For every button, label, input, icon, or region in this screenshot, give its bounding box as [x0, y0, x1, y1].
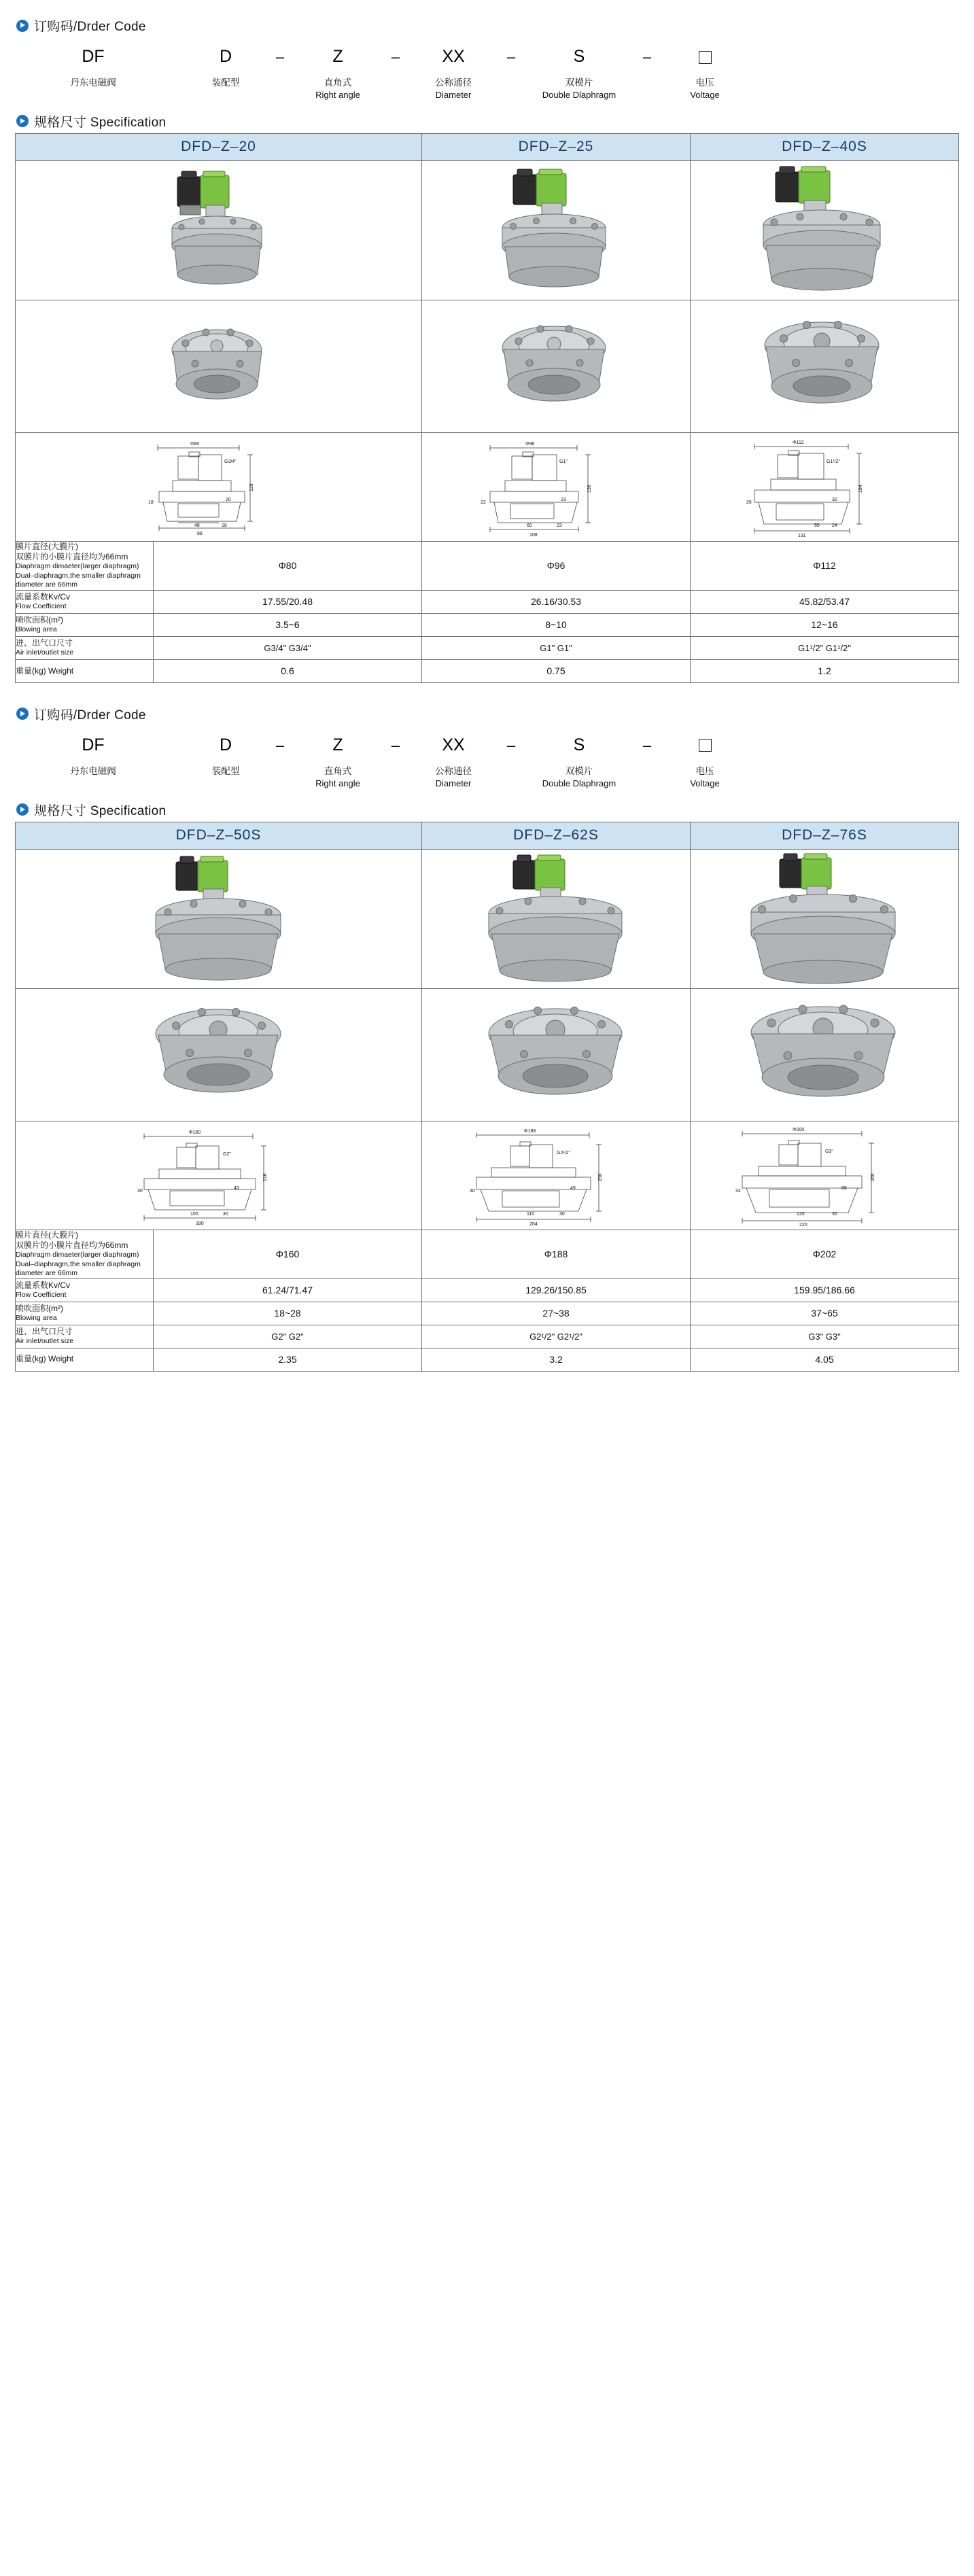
spec-value: Φ160	[154, 1230, 422, 1278]
model-header-row	[16, 822, 959, 849]
dim-side-label: 26	[746, 500, 752, 506]
order-cell-label-en: Voltage	[690, 778, 720, 789]
order-cell-diameter	[416, 46, 491, 101]
order-cell-code: XX	[442, 47, 465, 67]
order-cell-label-cn: 直角式	[324, 77, 352, 88]
order-cell-label-cn: 丹东电磁阀	[70, 765, 116, 776]
order-code-block-2	[15, 726, 959, 797]
label-cn: 流量系数Kv/Cv	[16, 1280, 71, 1290]
dim-port-label: G3/4"	[224, 459, 237, 465]
dimension-drawing-svg	[712, 1124, 937, 1226]
label-en: Blowing area	[16, 625, 57, 634]
label-en: Diaphragm dimaeter(larger diaphragm)	[16, 562, 139, 571]
order-cell-voltage	[667, 46, 742, 101]
dim-side-label: 30	[137, 1189, 143, 1194]
label-cn2: 双膜片的小膜片直径均为66mm	[16, 552, 128, 562]
play-triangle-icon	[16, 803, 29, 816]
drawing-row	[16, 432, 959, 541]
order-code-heading-2	[16, 705, 959, 723]
spec-value: G1¹/2" G1¹/2"	[691, 636, 959, 659]
valve-photo-front	[16, 160, 422, 300]
dimension-drawing	[691, 1121, 959, 1230]
order-cell-angle	[300, 734, 375, 790]
dim-width-inner-label: 110	[527, 1212, 535, 1217]
dim-height-label: 230	[598, 1173, 603, 1182]
spec-value: 159.95/186.66	[691, 1278, 959, 1302]
photo-row-body	[16, 988, 959, 1121]
valve-photo-body	[16, 988, 422, 1121]
dim-port-label: G1"	[559, 459, 568, 465]
dim-height-label: 260	[871, 1173, 875, 1182]
order-separator: –	[642, 48, 652, 65]
order-cell-code: D	[219, 735, 232, 754]
order-code-heading-text: 订购码/Drder Code	[34, 20, 146, 34]
spec-value: 26.16/30.53	[422, 590, 691, 613]
voltage-box-icon	[667, 734, 742, 757]
label-en: Flow Coefficient	[16, 602, 67, 611]
dim-top-label: Φ80	[190, 442, 199, 447]
spec-row-label	[16, 636, 154, 659]
dim-side-label: 30	[470, 1189, 475, 1194]
label-cn: 膜片直径(大膜片)	[16, 1230, 78, 1240]
order-cell-brand	[56, 46, 131, 89]
dim-height-label: 128	[249, 483, 254, 492]
dim-port-label: G1¹/2"	[827, 459, 840, 465]
dim-width-small-label: 30	[222, 1212, 228, 1217]
spec-value: Φ96	[422, 541, 691, 590]
label-en2: Dual–diaphragm,the smaller diaphragm	[16, 1259, 141, 1268]
order-cell-label-en: Diameter	[435, 90, 472, 101]
dimension-drawing	[16, 432, 422, 541]
order-separator: –	[275, 736, 285, 754]
spec-row-diaphragm	[16, 541, 959, 590]
spec-value: G3" G3"	[691, 1325, 959, 1348]
valve-photo-front	[16, 849, 422, 988]
spec-row-label	[16, 659, 154, 682]
dim-top-label: Φ160	[188, 1130, 201, 1136]
dimension-drawing-svg	[444, 436, 668, 538]
spec-row-label	[16, 1302, 154, 1325]
spec-value: G2" G2"	[154, 1325, 422, 1348]
section-2	[15, 705, 959, 1372]
valve-body-illustration	[470, 998, 643, 1111]
label-en: Blowing area	[16, 1314, 57, 1323]
spec-value: G2¹/2" G2¹/2"	[422, 1325, 691, 1348]
spec-value: Φ188	[422, 1230, 691, 1278]
dimension-drawing-svg	[110, 436, 328, 538]
spec-value: 2.35	[154, 1348, 422, 1371]
order-cell-label-cn: 公称通径	[435, 77, 472, 88]
dimension-drawing	[16, 1121, 422, 1230]
spec-table-2	[15, 822, 959, 1372]
spec-value: 27~38	[422, 1302, 691, 1325]
spec-value: 37~65	[691, 1302, 959, 1325]
valve-illustration	[134, 852, 304, 985]
spec-row-blowing	[16, 1302, 959, 1325]
label-cn2: 双膜片的小膜片直径均为66mm	[16, 1240, 128, 1250]
label-cn: 重量(kg) Weight	[16, 1354, 74, 1364]
order-cell-diameter	[416, 734, 491, 790]
order-separator	[131, 734, 192, 757]
valve-photo-body	[16, 300, 422, 432]
spec-value: 0.75	[422, 659, 691, 682]
valve-body-illustration	[134, 998, 304, 1111]
dim-width-small-label: 18	[221, 523, 227, 529]
label-en: Diaphragm dimaeter(larger diaphragm)	[16, 1251, 139, 1259]
model-header-cell: DFD–Z–50S	[16, 822, 422, 849]
spec-row-label	[16, 1325, 154, 1348]
spec-row-weight	[16, 659, 959, 682]
spec-row-flow	[16, 1278, 959, 1302]
dim-width-small-label: 24	[832, 523, 837, 529]
spec-value: 4.05	[691, 1348, 959, 1371]
order-cell-code: D	[219, 47, 232, 67]
valve-photo-body	[422, 300, 691, 432]
order-cell-label-cn: 双模片	[565, 77, 593, 88]
dim-width-inner-label: 55	[814, 523, 820, 529]
dimension-drawing-svg	[110, 1124, 328, 1226]
label-en3: diameter are 66mm	[16, 1269, 78, 1278]
valve-photo-front	[691, 849, 959, 988]
order-cell-label-en: Voltage	[690, 90, 720, 101]
spec-value: 0.6	[154, 659, 422, 682]
spec-row-label	[16, 1230, 154, 1278]
order-cell-angle	[300, 46, 375, 101]
spec-value: Φ202	[691, 1230, 959, 1278]
order-separator: –	[506, 736, 516, 754]
label-en: Air inlet/outlet size	[16, 648, 74, 657]
dim-width-label: 131	[798, 534, 806, 538]
spec-row-diaphragm	[16, 1230, 959, 1278]
spec-value: 3.2	[422, 1348, 691, 1371]
valve-photo-front	[422, 160, 691, 300]
valve-photo-body	[422, 988, 691, 1121]
spec-value: 17.55/20.48	[154, 590, 422, 613]
order-cell-code: Z	[332, 47, 343, 67]
play-triangle-icon	[16, 115, 29, 127]
order-cell-label-cn: 电压	[695, 765, 714, 776]
dim-top-label: Φ112	[793, 440, 804, 446]
order-cell-label-en: Diameter	[435, 778, 472, 789]
label-en: Flow Coefficient	[16, 1291, 67, 1300]
spec-value: 129.26/150.85	[422, 1278, 691, 1302]
spec-row-blowing	[16, 613, 959, 636]
drawing-row	[16, 1121, 959, 1230]
spec-row-label	[16, 613, 154, 636]
dim-height-label: 216	[262, 1173, 268, 1182]
order-separator: –	[391, 48, 400, 65]
order-separator: –	[506, 48, 516, 65]
valve-photo-front	[422, 849, 691, 988]
spec-value: 18~28	[154, 1302, 422, 1325]
spec-value: Φ80	[154, 541, 422, 590]
dim-top-label: Φ96	[525, 442, 535, 447]
dimension-drawing-svg	[444, 1124, 668, 1226]
dim-width-inner-label: 120	[797, 1212, 805, 1217]
dim-width-label: 220	[799, 1223, 807, 1227]
order-cell-type	[192, 734, 260, 778]
dim-width-label: 204	[529, 1222, 538, 1227]
order-cell-brand	[56, 734, 131, 778]
dim-height-label: 184	[858, 485, 863, 493]
spec-heading-text: 规格尺寸 Specification	[34, 803, 167, 818]
order-cell-diaphragm	[532, 734, 627, 790]
order-cell-label-cn: 丹东电磁阀	[70, 77, 116, 88]
dim-top-label: Φ188	[524, 1129, 536, 1134]
photo-row-body	[16, 300, 959, 432]
spec-row-port	[16, 1325, 959, 1348]
spec-row-label	[16, 541, 154, 590]
dim-side-label: 22	[481, 500, 486, 506]
order-code-block-1	[15, 37, 959, 108]
dim-width-label: 108	[529, 533, 538, 538]
dim-width-small-label: 30	[559, 1212, 565, 1217]
valve-illustration	[736, 162, 913, 298]
order-separator	[131, 46, 192, 69]
valve-illustration	[141, 166, 297, 295]
dim-side-label2: 49	[570, 1186, 576, 1191]
spec-heading-text: 规格尺寸 Specification	[34, 115, 167, 130]
spec-value: 1.2	[691, 659, 959, 682]
order-cell-code: XX	[442, 735, 465, 754]
valve-illustration	[470, 852, 643, 985]
order-code-heading-text: 订购码/Drder Code	[34, 708, 146, 723]
label-cn: 喷吹面积(m²)	[16, 1303, 63, 1313]
dim-width-inner-label: 100	[190, 1212, 198, 1217]
model-header-cell: DFD–Z–76S	[691, 822, 959, 849]
play-triangle-icon	[16, 708, 29, 720]
order-cell-label-cn: 装配型	[211, 765, 240, 776]
dim-side-label2: 23	[561, 498, 566, 503]
dim-width-small-label: 22	[557, 523, 562, 529]
valve-illustration	[735, 852, 915, 985]
order-separator: –	[275, 48, 285, 65]
dim-width-inner-label: 48	[194, 523, 200, 529]
dim-width-label: 180	[195, 1221, 204, 1227]
spec-row-label	[16, 590, 154, 613]
spec-heading-2	[16, 801, 959, 819]
valve-illustration	[471, 164, 641, 296]
spec-row-weight	[16, 1348, 959, 1371]
order-separator: –	[642, 736, 652, 754]
label-en: Air inlet/outlet size	[16, 1337, 74, 1346]
dim-side-label: 18	[147, 500, 154, 506]
label-cn: 进、出气口尺寸	[16, 638, 73, 648]
order-cell-label-cn: 电压	[695, 77, 714, 88]
order-cell-code: S	[573, 735, 585, 754]
order-cell-code: DF	[82, 735, 105, 754]
label-cn: 流量系数Kv/Cv	[16, 591, 71, 602]
order-cell-code: DF	[82, 47, 105, 67]
dim-port-label: G2"	[222, 1152, 231, 1158]
dim-width-inner-label: 60	[527, 523, 532, 529]
dimension-drawing	[422, 432, 691, 541]
order-cell-label-en: Right angle	[315, 90, 360, 101]
spec-value: 8~10	[422, 613, 691, 636]
label-cn: 进、出气口尺寸	[16, 1326, 73, 1336]
valve-photo-body	[691, 988, 959, 1121]
order-cell-code: Z	[332, 735, 343, 754]
dim-port-label: G3"	[825, 1149, 833, 1155]
photo-row-front	[16, 849, 959, 988]
dim-side-label2: 20	[225, 498, 231, 503]
dim-width-label: 88	[196, 532, 203, 537]
dim-side-label: 32	[735, 1189, 741, 1194]
order-cell-type	[192, 46, 260, 89]
dim-height-label: 136	[587, 485, 592, 493]
dim-port-label: G2¹/2"	[557, 1151, 570, 1156]
dimension-drawing	[691, 432, 959, 541]
valve-photo-front	[691, 160, 959, 300]
dim-top-label: Φ200	[793, 1128, 805, 1133]
valve-body-illustration	[736, 309, 913, 424]
dim-width-small-label: 30	[832, 1212, 837, 1217]
play-triangle-icon	[16, 20, 29, 32]
spec-value: Φ112	[691, 541, 959, 590]
dim-side-label2: 32	[832, 498, 837, 503]
model-header-cell: DFD–Z–40S	[691, 133, 959, 160]
order-cell-label-cn: 公称通径	[435, 765, 472, 776]
spec-value: 12~16	[691, 613, 959, 636]
spec-heading-1	[16, 112, 959, 130]
spec-table-1	[15, 133, 959, 683]
dim-side-label2: 43	[233, 1186, 239, 1191]
spec-row-label	[16, 1348, 154, 1371]
dimension-drawing	[422, 1121, 691, 1230]
valve-photo-body	[691, 300, 959, 432]
model-header-row	[16, 133, 959, 160]
label-en3: diameter are 66mm	[16, 580, 78, 589]
spec-value: 3.5~6	[154, 613, 422, 636]
spec-value: G1" G1"	[422, 636, 691, 659]
voltage-box-icon	[667, 46, 742, 69]
order-cell-label-cn: 双模片	[565, 765, 593, 776]
order-cell-label-cn: 装配型	[211, 77, 240, 88]
order-cell-label-en: Double Dlaphragm	[542, 90, 616, 101]
model-header-cell: DFD–Z–20	[16, 133, 422, 160]
order-cell-diaphragm	[532, 46, 627, 101]
order-code-heading-1	[16, 16, 959, 35]
dimension-drawing-svg	[712, 436, 937, 538]
valve-body-illustration	[735, 998, 915, 1111]
photo-row-front	[16, 160, 959, 300]
spec-row-label	[16, 1278, 154, 1302]
label-en2: Dual–diaphragm,the smaller diaphragm	[16, 571, 141, 580]
order-cell-code: S	[573, 47, 585, 67]
valve-body-illustration	[471, 310, 641, 422]
spec-row-port	[16, 636, 959, 659]
label-cn: 膜片直径(大膜片)	[16, 541, 78, 551]
spec-value: 61.24/71.47	[154, 1278, 422, 1302]
label-cn: 重量(kg) Weight	[16, 665, 74, 676]
model-header-cell: DFD–Z–25	[422, 133, 691, 160]
valve-body-illustration	[141, 312, 297, 421]
spec-row-flow	[16, 590, 959, 613]
dim-side-label2: 66	[841, 1186, 847, 1191]
label-cn: 喷吹面积(m²)	[16, 614, 63, 625]
model-header-cell: DFD–Z–62S	[422, 822, 691, 849]
section-1	[15, 16, 959, 683]
spec-value: 45.82/53.47	[691, 590, 959, 613]
spec-value: G3/4" G3/4"	[154, 636, 422, 659]
order-cell-label-en: Double Dlaphragm	[542, 778, 616, 789]
order-separator: –	[391, 736, 400, 754]
order-cell-label-en: Right angle	[315, 778, 360, 789]
order-cell-label-cn: 直角式	[324, 765, 352, 776]
order-cell-voltage	[667, 734, 742, 790]
